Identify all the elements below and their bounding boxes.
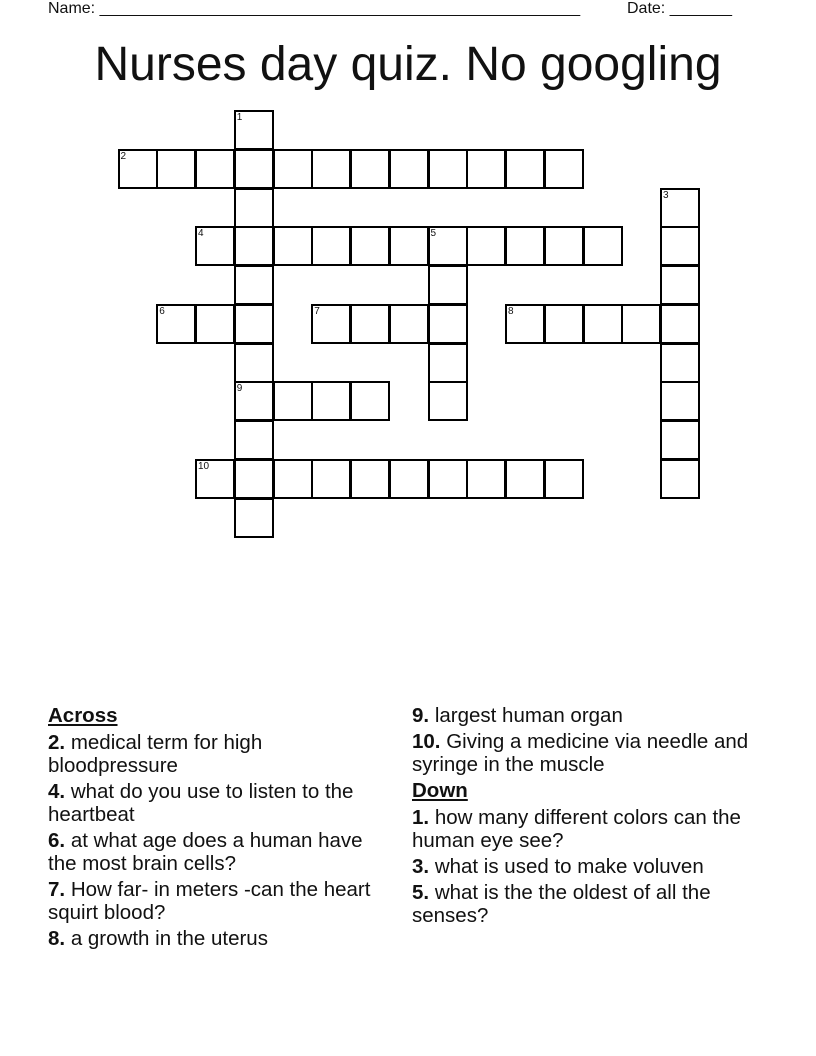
clue-number: 7 [314,305,320,317]
clue-down-3: 3. what is used to make voluven [412,855,704,878]
crossword-cell[interactable] [505,149,545,189]
crossword-cell[interactable] [583,304,623,344]
crossword-cell[interactable] [505,304,545,344]
crossword-cell[interactable] [428,459,468,499]
clue-number: 3 [663,189,669,201]
crossword-cell[interactable] [544,226,584,266]
crossword-cell[interactable] [389,304,429,344]
crossword-cell[interactable] [234,188,274,228]
crossword-cell[interactable] [350,459,390,499]
date-field-label: Date: _______ [627,0,732,17]
clue-number: 2 [120,150,127,162]
crossword-cell[interactable] [350,304,390,344]
crossword-cell[interactable] [350,226,390,266]
crossword-cell[interactable] [350,149,390,189]
crossword-cell[interactable] [234,459,274,499]
crossword-cell[interactable] [466,149,506,189]
crossword-cell[interactable] [428,226,468,266]
clue-number: 9 [236,383,243,395]
clue-number: 10 [198,460,210,472]
crossword-cell[interactable] [234,498,274,538]
crossword-cell[interactable] [234,343,274,383]
crossword-cell[interactable] [156,149,196,189]
crossword-cell[interactable] [660,226,700,266]
clue-across-7: 7. How far- in meters -can the heart squirt blood? [48,878,371,924]
crossword-cell[interactable] [234,110,274,150]
crossword-cell[interactable] [660,188,700,228]
crossword-cell[interactable] [466,226,506,266]
crossword-cell[interactable] [273,149,313,189]
crossword-cell[interactable] [234,381,274,421]
crossword-cell[interactable] [156,304,196,344]
clues-column-right [412,704,762,930]
crossword-cell[interactable] [234,226,274,266]
crossword-cell[interactable] [428,304,468,344]
clue-across-6: 6. at what age does a human have the most brain cells? [48,829,363,875]
crossword-cell[interactable] [389,149,429,189]
clue-across-10: 10. Giving a medicine via needle and syringe in the muscle [412,730,749,776]
clue-number: 4 [198,228,204,240]
clue-across-8: 8. a growth in the uterus [48,927,268,950]
crossword-cell[interactable] [466,459,506,499]
crossword-cell[interactable] [234,304,274,344]
crossword-cell[interactable] [505,226,545,266]
crossword-cell[interactable] [428,343,468,383]
crossword-cell[interactable] [311,304,351,344]
crossword-cell[interactable] [195,304,235,344]
crossword-cell[interactable] [234,265,274,305]
crossword-cell[interactable] [660,381,700,421]
crossword-cell[interactable] [234,149,274,189]
crossword-cell[interactable] [273,226,313,266]
clues-column-left [48,704,378,953]
crossword-cell[interactable] [621,304,661,344]
crossword-cell[interactable] [660,265,700,305]
clue-number: 8 [508,305,514,317]
crossword-cell[interactable] [195,149,235,189]
crossword-cell[interactable] [583,226,623,266]
crossword-cell[interactable] [350,381,390,421]
clue-down-1: 1. how many different colors can the human eye see? [412,806,741,852]
crossword-cell[interactable] [428,265,468,305]
crossword-cell[interactable] [118,149,158,189]
page-title: Nurses day quiz. No googling [94,38,722,91]
crossword-cell[interactable] [273,381,313,421]
crossword-cell[interactable] [311,226,351,266]
clue-across-4: 4. what do you use to listen to the heartbeat [48,780,354,826]
crossword-cell[interactable] [544,304,584,344]
clue-number: 5 [430,228,437,240]
crossword-cell[interactable] [660,459,700,499]
crossword-cell[interactable] [389,459,429,499]
crossword-cell[interactable] [660,420,700,460]
crossword-cell[interactable] [505,459,545,499]
crossword-cell[interactable] [428,381,468,421]
clue-number: 6 [159,305,165,317]
down-heading: Down [412,779,468,802]
crossword-cell[interactable] [660,343,700,383]
clue-down-5: 5. what is the the oldest of all the senses? [412,881,711,927]
crossword-cell[interactable] [428,149,468,189]
crossword-cell[interactable] [389,226,429,266]
crossword-cell[interactable] [234,420,274,460]
clue-across-9: 9. largest human organ [412,704,623,727]
crossword-cell[interactable] [195,226,235,266]
crossword-cell[interactable] [273,459,313,499]
crossword-cell[interactable] [311,381,351,421]
crossword-cell[interactable] [544,149,584,189]
clue-number: 1 [236,112,243,123]
crossword-cell[interactable] [195,459,235,499]
name-field-label: Name: ______________________________________________________ [48,0,581,17]
across-heading: Across [48,704,118,727]
crossword-cell[interactable] [544,459,584,499]
crossword-cell[interactable] [660,304,700,344]
crossword-cell[interactable] [311,149,351,189]
clue-across-2: 2. medical term for high bloodpressure [48,731,263,777]
crossword-cell[interactable] [311,459,351,499]
